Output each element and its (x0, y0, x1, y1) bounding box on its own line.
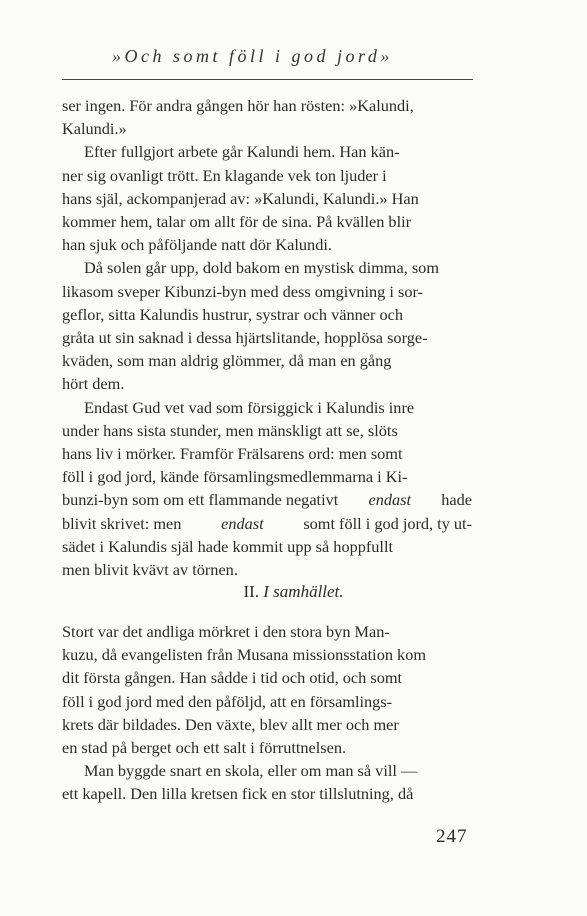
text-line: krets där bildades. Den växte, blev allt mer och mer (62, 714, 399, 734)
text-line: Man byggde snart en skola, eller om man så vill — (84, 761, 418, 781)
text-line: kväden, som man aldrig glömmer, då man en gång (62, 351, 392, 371)
body-text-part-1 (62, 94, 472, 581)
text-line: Efter fullgjort arbete går Kalundi hem. Han kän- (84, 142, 400, 162)
text-line: Stort var det andliga mörkret i den stora byn Man- (62, 622, 390, 641)
italic-emphasis: endast (368, 490, 412, 510)
text-line: Kalundi.» (62, 119, 127, 139)
text-line: Då solen går upp, dold bakom en mystisk dimma, som (84, 258, 439, 278)
body-text-part-2 (62, 620, 472, 806)
text-line: hans liv i mörker. Framför Frälsarens ord: men somt (62, 444, 403, 464)
text-line: kommer hem, talar om allt för de sina. På kvällen blir (62, 212, 412, 232)
text-line: likasom sveper Kibunzi-byn med dess omgivning i sor- (62, 281, 423, 301)
text-line: geflor, sitta Kalundis hustrur, systrar och vänner och (62, 304, 403, 324)
text-line: sädet i Kalundis själ hade kommit upp så hoppfullt (62, 536, 394, 556)
text-line: föll i god jord med den påföljd, att en församlings- (62, 691, 393, 711)
section-title: I samhället. (263, 582, 344, 601)
page-number: 247 (436, 826, 468, 847)
italic-emphasis: endast (221, 513, 264, 533)
header-rule (62, 79, 473, 80)
text-line: han sjuk och påföljande natt dör Kalundi. (62, 235, 332, 255)
text-line: en stad på berget och ett salt i förruttnelsen. (62, 738, 347, 758)
text-line: ser ingen. För andra gången hör han rösten: »Kalundi, (62, 96, 414, 115)
text-line: under hans sista stunder, men mänskligt att se, slöts (62, 420, 398, 440)
text-line: hört dem. (62, 374, 125, 394)
text-line: föll i god jord, kände församlingsmedlemmarna i Ki- (62, 467, 408, 487)
text-line: men blivit kvävt av törnen. (62, 560, 238, 580)
text-line: blivit skrivet: men endast somt föll i god jord, ty ut- (62, 512, 472, 535)
section-number: II. (243, 582, 260, 601)
section-heading (0, 582, 587, 602)
running-head: »Och somt föll i god jord» (112, 46, 393, 66)
text-line: bunzi-byn som om ett flammande negativt endast hade (62, 488, 472, 511)
text-line: kuzu, då evangelisten från Musana missionsstation kom (62, 645, 426, 665)
text-line: hans själ, ackompanjerad av: »Kalundi, Kalundi.» Han (62, 188, 419, 208)
text-line: dit första gången. Han sådde i tid och otid, och somt (62, 668, 403, 688)
text-line: ner sig ovanligt trött. En klagande vek ton ljuder i (62, 165, 387, 185)
text-line: Endast Gud vet vad som försiggick i Kalundis inre (84, 397, 415, 417)
text-line: ett kapell. Den lilla kretsen fick en stor tillslutning, då (62, 784, 414, 804)
text-line: gråta ut sin saknad i dessa hjärtslitande, hopplösa sorge- (62, 328, 428, 348)
